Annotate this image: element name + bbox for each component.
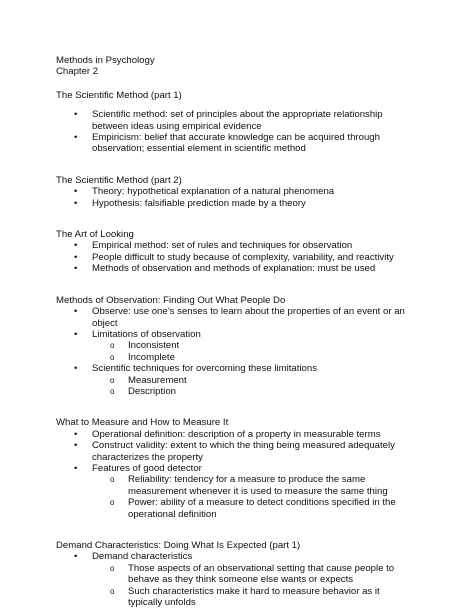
circle-bullet-icon: o bbox=[110, 375, 115, 385]
sub-list bbox=[92, 474, 456, 520]
bullet-icon: • bbox=[74, 197, 78, 209]
list-item: • Empiricism: belief that accurate knowledge can be acquired through observation; essential element in scientific method bbox=[74, 132, 380, 155]
section-heading: The Art of Looking bbox=[56, 229, 134, 241]
circle-bullet-icon: o bbox=[110, 475, 115, 485]
sub-list-item: o Such characteristics make it hard to measure behavior as it typically unfolds bbox=[110, 585, 380, 609]
sub-list-item: o Reliability: tendency for a measure to produce the same measurement whenever it is used to measure the same thing bbox=[110, 474, 388, 497]
bullet-list bbox=[56, 240, 456, 274]
list-item: • Scientific techniques for overcoming these limitations o Measurement o Description bbox=[56, 363, 456, 397]
document-title: Methods in Psychology bbox=[56, 55, 155, 66]
list-item: • Empirical method: set of rules and techniques for observation bbox=[74, 240, 353, 252]
section-heading: The Scientific Method (part 2) bbox=[56, 174, 182, 186]
sub-list bbox=[92, 340, 456, 363]
section-heading: Demand Characteristics: Doing What Is Expected (part 1) bbox=[56, 540, 301, 551]
document-page bbox=[56, 55, 456, 608]
circle-bullet-icon: o bbox=[110, 341, 115, 351]
bullet-list bbox=[56, 109, 456, 155]
section-heading: Methods of Observation: Finding Out What People Do bbox=[56, 294, 286, 306]
circle-bullet-icon: o bbox=[110, 586, 115, 596]
section-heading: What to Measure and How to Measure It bbox=[56, 417, 229, 429]
circle-bullet-icon: o bbox=[110, 352, 115, 362]
bullet-icon: • bbox=[74, 132, 78, 144]
list-item: • People difficult to study because of complexity, variability, and reactivity bbox=[74, 251, 394, 263]
bullet-icon: • bbox=[74, 251, 78, 263]
list-item: • Hypothesis: falsifiable prediction made by a theory bbox=[74, 197, 306, 209]
sub-list-item: o Inconsistent bbox=[110, 340, 180, 352]
circle-bullet-icon: o bbox=[110, 386, 115, 396]
sub-list bbox=[92, 375, 456, 398]
bullet-icon: • bbox=[74, 462, 78, 474]
circle-bullet-icon: o bbox=[110, 563, 115, 573]
bullet-list bbox=[56, 186, 456, 209]
sub-list-item: o Measurement bbox=[110, 374, 187, 386]
circle-bullet-icon: o bbox=[110, 498, 115, 508]
bullet-list bbox=[56, 429, 456, 520]
sub-list-item: o Incomplete bbox=[110, 351, 175, 363]
list-item: • Theory: hypothetical explanation of a natural phenomena bbox=[74, 186, 335, 198]
sub-list-item: o Power: ability of a measure to detect conditions specified in the operational definition bbox=[110, 497, 396, 520]
sub-list bbox=[92, 563, 456, 609]
bullet-icon: • bbox=[74, 440, 78, 452]
bullet-icon: • bbox=[74, 428, 78, 440]
bullet-icon: • bbox=[74, 109, 78, 121]
bullet-list bbox=[56, 551, 456, 608]
bullet-icon: • bbox=[74, 186, 78, 198]
list-item: • Demand characteristics o Those aspects of an observational setting that cause people to behave as they think someone else wants or expects o Such characteristics make it hard to measure behavior as it typically unfolds bbox=[56, 551, 456, 608]
bullet-icon: • bbox=[74, 328, 78, 340]
list-item: • Methods of observation and methods of explanation: must be used bbox=[74, 263, 376, 275]
bullet-icon: • bbox=[74, 240, 78, 252]
list-item: • Construct validity: extent to which the thing being measured adequately characterizes the property bbox=[74, 440, 395, 463]
sub-list-item: o Those aspects of an observational setting that cause people to behave as they think someone else wants or expects bbox=[110, 562, 395, 586]
bullet-icon: • bbox=[74, 263, 78, 275]
list-item: • Features of good detector o Reliability: tendency for a measure to produce the same measurement whenever it is used to measure the same thing o Power: ability of a measure to detect conditions specified in the operational definition bbox=[56, 463, 456, 520]
bullet-icon: • bbox=[74, 306, 78, 318]
section-heading: The Scientific Method (part 1) bbox=[56, 89, 182, 101]
list-item: • Operational definition: description of a property in measurable terms bbox=[74, 428, 381, 440]
list-item: • Observe: use one’s senses to learn about the properties of an event or an object bbox=[74, 306, 405, 329]
chapter-label: Chapter 2 bbox=[56, 66, 99, 78]
list-item: • Limitations of observation o Inconsistent o Incomplete bbox=[56, 329, 456, 363]
bullet-icon: • bbox=[74, 551, 78, 563]
bullet-list bbox=[56, 306, 456, 397]
sub-list-item: o Description bbox=[110, 385, 176, 397]
bullet-icon: • bbox=[74, 363, 78, 375]
list-item: • Scientific method: set of principles about the appropriate relationship between ideas using empirical evidence bbox=[74, 109, 383, 132]
